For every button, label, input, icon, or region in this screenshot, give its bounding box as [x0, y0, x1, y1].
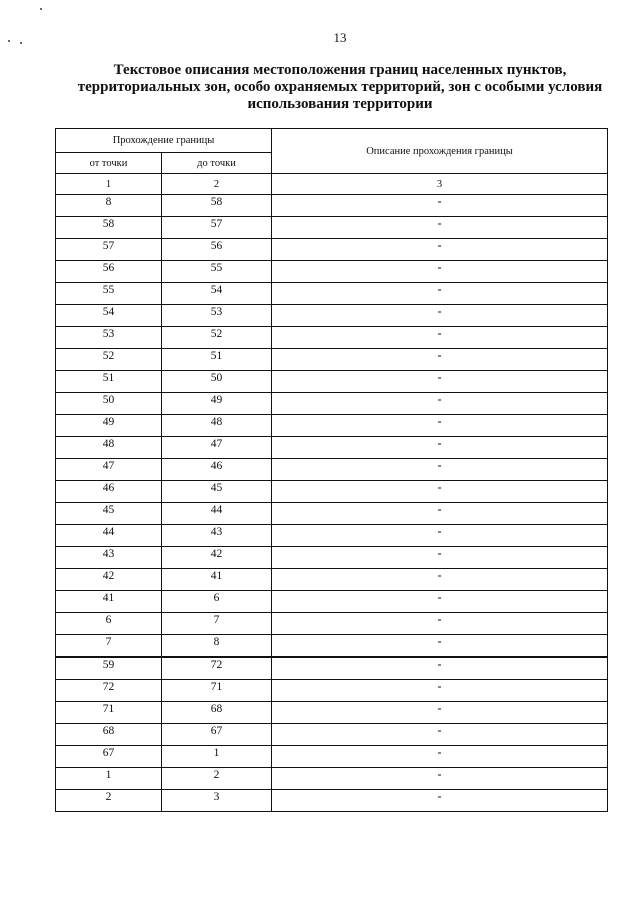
cell-from-point: 56: [56, 261, 162, 283]
table-row: [56, 371, 608, 393]
cell-from-point: 54: [56, 305, 162, 327]
cell-from-point: 55: [56, 283, 162, 305]
cell-to-point: 8: [162, 635, 272, 658]
cell-from-point: 67: [56, 746, 162, 768]
table-row: [56, 569, 608, 591]
table-row: [56, 768, 608, 790]
header-from-point: от точки: [56, 153, 162, 174]
cell-to-point: 67: [162, 724, 272, 746]
table-row: [56, 680, 608, 702]
cell-from-point: 50: [56, 393, 162, 415]
cell-to-point: 53: [162, 305, 272, 327]
cell-description: -: [272, 635, 608, 658]
cell-description: -: [272, 657, 608, 680]
table-row: [56, 790, 608, 812]
table-row: [56, 657, 608, 680]
table-row: [56, 393, 608, 415]
cell-to-point: 56: [162, 239, 272, 261]
cell-to-point: 57: [162, 217, 272, 239]
cell-description: -: [272, 481, 608, 503]
column-number: 1: [56, 174, 162, 195]
cell-to-point: 50: [162, 371, 272, 393]
cell-from-point: 44: [56, 525, 162, 547]
cell-to-point: 71: [162, 680, 272, 702]
cell-from-point: 52: [56, 349, 162, 371]
cell-description: -: [272, 327, 608, 349]
cell-from-point: 6: [56, 613, 162, 635]
cell-description: -: [272, 437, 608, 459]
cell-description: -: [272, 261, 608, 283]
table-row: [56, 459, 608, 481]
table-row: [56, 437, 608, 459]
cell-description: -: [272, 371, 608, 393]
table-row: [56, 481, 608, 503]
cell-to-point: 46: [162, 459, 272, 481]
header-boundary-passage: Прохождение границы: [56, 129, 272, 153]
header-to-point: до точки: [162, 153, 272, 174]
cell-description: -: [272, 239, 608, 261]
cell-description: -: [272, 217, 608, 239]
cell-to-point: 72: [162, 657, 272, 680]
title-line: Текстовое описания местоположения границ населенных пунктов,: [113, 62, 567, 78]
cell-from-point: 42: [56, 569, 162, 591]
cell-description: -: [272, 746, 608, 768]
cell-from-point: 51: [56, 371, 162, 393]
cell-to-point: 47: [162, 437, 272, 459]
table-row: [56, 217, 608, 239]
cell-to-point: 1: [162, 746, 272, 768]
cell-description: -: [272, 680, 608, 702]
cell-to-point: 44: [162, 503, 272, 525]
cell-to-point: 54: [162, 283, 272, 305]
table-row: [56, 525, 608, 547]
cell-from-point: 71: [56, 702, 162, 724]
cell-to-point: 68: [162, 702, 272, 724]
table-row: [56, 746, 608, 768]
table-row: [56, 349, 608, 371]
table-row: [56, 305, 608, 327]
table-row: [56, 724, 608, 746]
table-row: [56, 261, 608, 283]
cell-from-point: 8: [56, 195, 162, 217]
cell-description: -: [272, 415, 608, 437]
cell-to-point: 48: [162, 415, 272, 437]
cell-to-point: 41: [162, 569, 272, 591]
cell-description: -: [272, 547, 608, 569]
cell-to-point: 52: [162, 327, 272, 349]
cell-description: -: [272, 195, 608, 217]
cell-from-point: 72: [56, 680, 162, 702]
cell-description: -: [272, 393, 608, 415]
cell-from-point: 45: [56, 503, 162, 525]
table-row: [56, 239, 608, 261]
cell-description: -: [272, 768, 608, 790]
table-row: [56, 415, 608, 437]
column-number: 2: [162, 174, 272, 195]
cell-to-point: 55: [162, 261, 272, 283]
cell-to-point: 3: [162, 790, 272, 812]
cell-to-point: 2: [162, 768, 272, 790]
table-row: [56, 283, 608, 305]
cell-description: -: [272, 613, 608, 635]
cell-from-point: 41: [56, 591, 162, 613]
table-row: [56, 195, 608, 217]
cell-to-point: 43: [162, 525, 272, 547]
cell-from-point: 46: [56, 481, 162, 503]
cell-to-point: 49: [162, 393, 272, 415]
cell-to-point: 7: [162, 613, 272, 635]
cell-from-point: 43: [56, 547, 162, 569]
cell-description: -: [272, 525, 608, 547]
cell-description: -: [272, 790, 608, 812]
table-row: [56, 702, 608, 724]
cell-from-point: 53: [56, 327, 162, 349]
cell-from-point: 49: [56, 415, 162, 437]
title-line: территориальных зон, особо охраняемых территорий, зон с особыми условия: [77, 79, 603, 95]
table-row: [56, 547, 608, 569]
cell-description: -: [272, 283, 608, 305]
cell-to-point: 42: [162, 547, 272, 569]
cell-from-point: 58: [56, 217, 162, 239]
table-row: [56, 635, 608, 658]
cell-to-point: 45: [162, 481, 272, 503]
cell-from-point: 1: [56, 768, 162, 790]
cell-description: -: [272, 724, 608, 746]
cell-description: -: [272, 591, 608, 613]
table-row: [56, 327, 608, 349]
cell-from-point: 57: [56, 239, 162, 261]
cell-description: -: [272, 459, 608, 481]
header-description: Описание прохождения границы: [272, 129, 608, 174]
cell-description: -: [272, 569, 608, 591]
cell-from-point: 2: [56, 790, 162, 812]
scan-speck: [40, 8, 42, 10]
cell-description: -: [272, 305, 608, 327]
cell-to-point: 58: [162, 195, 272, 217]
table-row: [56, 503, 608, 525]
document-title: [40, 62, 640, 113]
cell-from-point: 68: [56, 724, 162, 746]
cell-to-point: 6: [162, 591, 272, 613]
cell-description: -: [272, 349, 608, 371]
boundary-table: [55, 128, 608, 812]
cell-from-point: 59: [56, 657, 162, 680]
cell-from-point: 48: [56, 437, 162, 459]
table-row: [56, 591, 608, 613]
cell-to-point: 51: [162, 349, 272, 371]
cell-description: -: [272, 702, 608, 724]
table-row: [56, 613, 608, 635]
cell-from-point: 47: [56, 459, 162, 481]
title-line: использования территории: [247, 96, 433, 112]
page-number: 13: [333, 30, 347, 45]
cell-from-point: 7: [56, 635, 162, 658]
cell-description: -: [272, 503, 608, 525]
column-number: 3: [272, 174, 608, 195]
